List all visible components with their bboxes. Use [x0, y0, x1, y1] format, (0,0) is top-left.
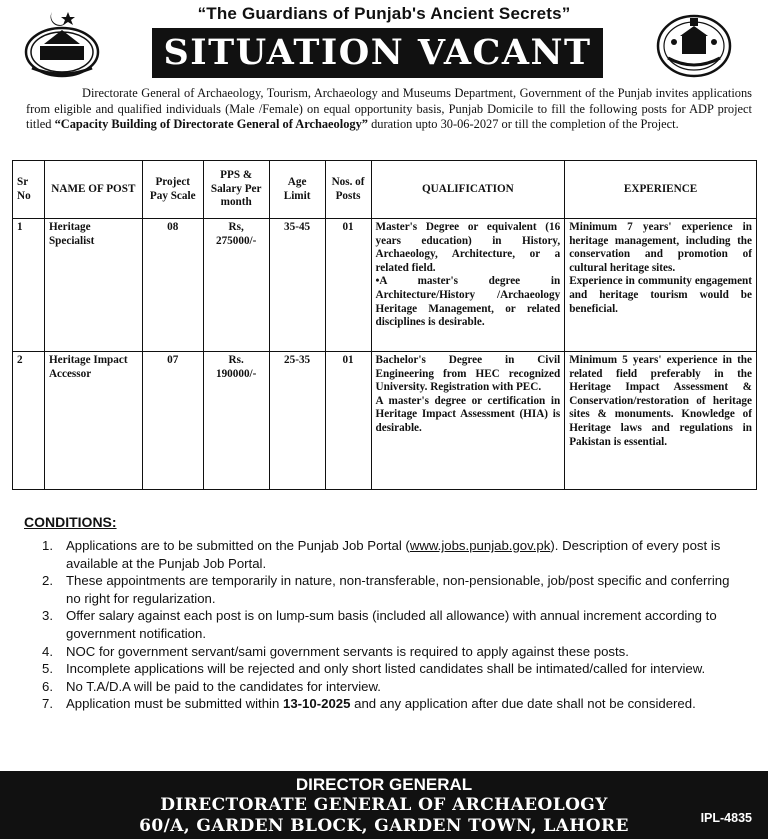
row-experience — [565, 352, 757, 490]
row-scale: 07 — [142, 352, 203, 490]
table-row — [13, 352, 757, 490]
condition-number: 1. — [42, 538, 53, 553]
row-sr: 1 — [13, 219, 45, 352]
row-age: 35-45 — [269, 219, 325, 352]
intro-text-end: duration upto 30-06-2027 or till the completion of the Project. — [367, 117, 679, 131]
condition-text: Applications are to be submitted on the Punjab Job Portal ( — [66, 538, 410, 553]
condition-number: 3. — [42, 608, 53, 624]
condition-text: ). Description of every post is available at the Punjab Job Portal. — [66, 538, 721, 571]
experience-line: Minimum 7 years' experience in heritage management, including the conservation and promotion of cultural heritage sites. — [569, 221, 752, 274]
row-posts: 01 — [325, 352, 371, 490]
header-experience: EXPERIENCE — [565, 161, 757, 219]
row-posts: 01 — [325, 219, 371, 352]
row-experience — [565, 219, 757, 352]
condition-item — [24, 678, 744, 696]
footer — [0, 771, 768, 839]
condition-text: Incomplete applications will be rejected and only short listed candidates shall be intimated/called for interview. — [66, 661, 706, 677]
project-title: “Capacity Building of Directorate General of Archaeology” — [54, 117, 368, 131]
condition-number: 4. — [42, 643, 53, 659]
intro-paragraph — [26, 86, 752, 133]
header-sr: Sr No — [13, 161, 45, 219]
condition-item — [24, 607, 744, 642]
job-portal-link[interactable]: www.jobs.punjab.gov.pk — [409, 538, 551, 553]
footer-organization: DIRECTORATE GENERAL OF ARCHAEOLOGY — [160, 795, 608, 815]
condition-item — [24, 660, 744, 678]
row-sr: 2 — [13, 352, 45, 490]
row-qualification — [371, 352, 565, 490]
experience-line: Minimum 5 years' experience in the related field preferably in the Heritage Impact Assessment & Conservation/restoration of heritage sites & monuments. Knowledge of Heritage laws and regulations in Pakistan is essential. — [569, 354, 752, 448]
conditions-list — [24, 537, 744, 713]
header-posts: Nos. of Posts — [325, 161, 371, 219]
condition-item — [24, 695, 744, 713]
header-scale: Project Pay Scale — [142, 161, 203, 219]
table-header-row — [13, 161, 757, 219]
conditions-section — [24, 514, 744, 713]
condition-text: Offer salary against each post is on lump-sum basis (included all allowance) with annual increment according to government notification. — [66, 608, 717, 641]
qualification-line: A master's degree or certification in Heritage Impact Assessment (HIA) is desirable. — [375, 394, 561, 434]
header-name: NAME OF POST — [44, 161, 142, 219]
condition-text: NOC for government servant/sami government servants is required to apply against these posts. — [66, 643, 629, 659]
condition-number: 7. — [42, 696, 53, 712]
header-salary: PPS & Salary Per month — [203, 161, 269, 219]
row-salary: Rs. 190000/- — [203, 352, 269, 490]
row-age: 25-35 — [269, 352, 325, 490]
condition-number: 5. — [42, 661, 53, 677]
conditions-title: CONDITIONS: — [24, 514, 117, 530]
qualification-line: Master's Degree or equivalent (16 years education) in History, Archaeology, Architecture, or a related field. — [375, 221, 561, 274]
row-scale: 08 — [142, 219, 203, 352]
row-post-name: Heritage Specialist — [44, 219, 142, 352]
header — [0, 0, 768, 82]
footer-reference-number: IPL-4835 — [700, 811, 752, 825]
archaeology-department-emblem-icon — [654, 6, 734, 80]
qualification-line: •A master's degree in Architecture/History /Archaeology Heritage Management, or related disciplines is desirable. — [375, 275, 561, 329]
condition-text: These appointments are temporarily in nature, non-transferable, non-pensionable, job/post specific and conferring no right for regularization. — [66, 573, 730, 606]
footer-address: 60/A, GARDEN BLOCK, GARDEN TOWN, LAHORE — [139, 816, 629, 836]
deadline-date: 13-10-2025 — [282, 696, 351, 712]
condition-item — [24, 643, 744, 661]
header-qualification: QUALIFICATION — [371, 161, 565, 219]
condition-item — [24, 572, 744, 607]
row-salary: Rs, 275000/- — [203, 219, 269, 352]
footer-designation: DIRECTOR GENERAL — [295, 775, 473, 794]
tagline: “The Guardians of Punjab's Ancient Secrets” — [197, 4, 571, 23]
condition-number: 2. — [42, 573, 53, 589]
condition-number: 6. — [42, 678, 53, 694]
condition-text: No T.A/D.A will be paid to the candidates for interview. — [66, 678, 381, 694]
condition-item — [24, 537, 744, 572]
intro-text: Directorate General of Archaeology, Tourism, Archaeology and Museums Department, Government of the Punjab invites applications from eligible and qualified individuals (Male /Female) on equal opportunity basis, Punjab Domicile to fill the following posts for ADP project titled — [26, 86, 752, 131]
row-qualification — [371, 219, 565, 352]
condition-text: Application must be submitted within — [66, 696, 283, 712]
qualification-line: Bachelor's Degree in Civil Engineering from HEC recognized University. Registration with PEC. — [375, 354, 561, 394]
experience-line: Experience in community engagement and heritage tourism would be beneficial. — [569, 275, 752, 315]
condition-text: and any application after due date shall not be considered. — [350, 696, 696, 712]
row-post-name: Heritage Impact Accessor — [44, 352, 142, 490]
header-age: Age Limit — [269, 161, 325, 219]
table-row — [13, 219, 757, 352]
page-title: SITUATION VACANT — [152, 28, 603, 78]
posts-table — [12, 160, 757, 490]
